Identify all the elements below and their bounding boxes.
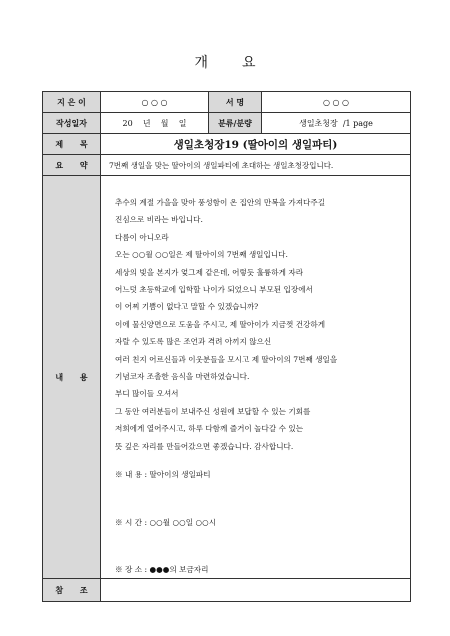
title-left: 개 xyxy=(194,55,208,71)
content-cell xyxy=(101,176,411,579)
content-line: 부디 많이들 오셔서 xyxy=(115,389,179,399)
content-row xyxy=(43,176,411,579)
overview-table xyxy=(42,91,411,602)
reference-row xyxy=(43,579,411,602)
sign-value: ○ ○ ○ xyxy=(262,92,411,113)
subject-value: 생일초청장19 (딸아이의 생일파티) xyxy=(101,134,411,155)
date-row xyxy=(43,113,411,134)
category-label: 분류/분량 xyxy=(209,113,262,134)
content-line: 다름이 아니오라 xyxy=(115,232,169,242)
content-line: 뜻 깊은 자리를 만들어갔으면 좋겠습니다. 감사합니다. xyxy=(115,441,294,451)
subject-label: 제 목 xyxy=(43,134,101,155)
date-label: 작성일자 xyxy=(43,113,101,134)
author-label: 지 은 이 xyxy=(43,92,101,113)
content-body xyxy=(101,176,410,578)
summary-label: 요 약 xyxy=(43,155,101,176)
author-value: ○ ○ ○ xyxy=(101,92,209,113)
author-row xyxy=(43,92,411,113)
content-line: 이 어찌 기쁨이 없다고 말할 수 있겠습니까? xyxy=(115,302,259,312)
note-item: ※ 장 소 : ●●●의 보금자리 xyxy=(115,564,209,574)
subject-row xyxy=(43,134,411,155)
content-line: 기념코자 조촐한 음식을 마련하였습니다. xyxy=(115,372,250,382)
reference-value xyxy=(101,579,411,602)
sign-label: 서 명 xyxy=(209,92,262,113)
category-value: 생일초청장 /1 page xyxy=(262,113,411,134)
summary-value: 7번째 생일을 맞는 딸아이의 생일파티에 초대하는 생일초청장입니다. xyxy=(101,155,411,176)
page-title xyxy=(0,52,450,72)
content-line: 이에 물신양면으로 도움을 주시고, 제 딸아이가 지금껏 건강하게 xyxy=(115,319,326,329)
content-line: 그 동안 여러분들이 보내주신 성원에 보답할 수 있는 기회를 xyxy=(115,406,311,416)
title-right: 요 xyxy=(242,55,256,71)
content-line: 추수의 계절 가을을 맞아 풍성함이 온 집안의 만복을 가져다주길 xyxy=(115,198,326,207)
content-line: 자랄 수 있도록 많은 조언과 격려 아끼지 않으신 xyxy=(115,337,272,347)
reference-label: 참 조 xyxy=(43,579,101,602)
summary-row xyxy=(43,155,411,176)
date-value: 20 년 월 일 xyxy=(101,113,209,134)
note-item: ※ 내 용 : 딸아이의 생일파티 xyxy=(115,470,211,480)
content-line: 여러 친지 어르신들과 이웃분들을 모시고 제 딸아이의 7번째 생일을 xyxy=(115,354,338,364)
note-item: ※ 시 간 : ○○월 ○○일 ○○시 xyxy=(115,517,217,527)
content-label: 내 용 xyxy=(43,176,101,579)
content-line: 세상의 빛을 본지가 엊그제 같은데, 어렇듯 훌륭하게 자라 xyxy=(115,267,304,277)
content-line: 저희에게 열어주시고, 하루 다함께 즐거이 놀다갈 수 있는 xyxy=(115,424,304,434)
content-line: 오는 ○○월 ○○일은 제 딸아이의 7번째 생일입니다. xyxy=(115,250,288,260)
content-line: 진심으로 비라는 바입니다. xyxy=(115,215,203,225)
content-line: 어느덧 초등학교에 입학할 나이가 되었으니 부모된 입장에서 xyxy=(115,285,313,295)
